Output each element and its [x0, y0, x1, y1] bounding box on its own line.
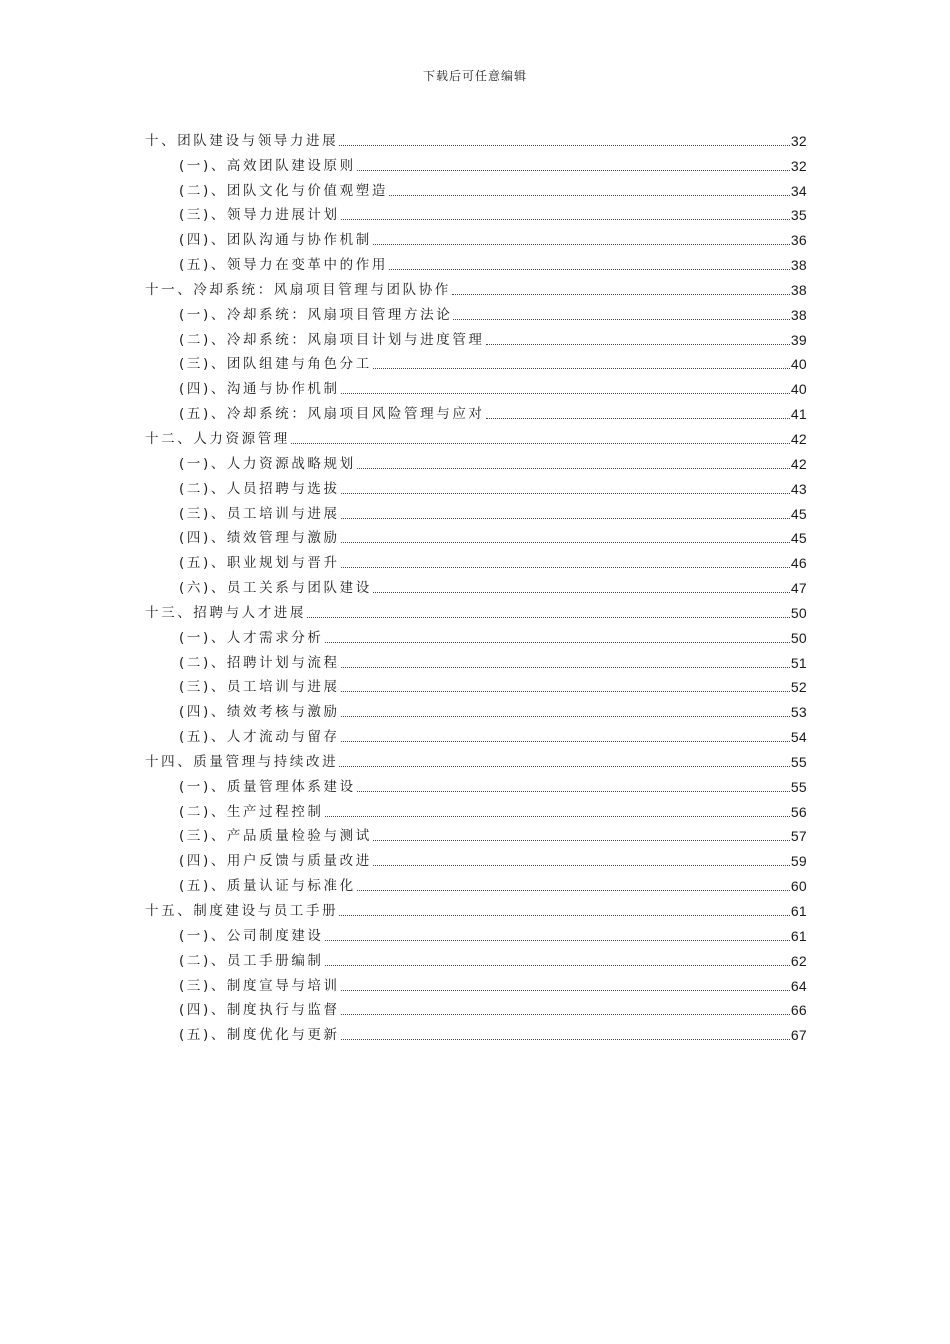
toc-entry-title: 十一、冷却系统：风扇项目管理与团队协作: [145, 281, 451, 298]
toc-entry-title: (三)、领导力进展计划: [179, 207, 340, 224]
toc-entry-title: (四)、绩效管理与激励: [179, 530, 340, 547]
toc-dot-leader: [357, 468, 790, 469]
toc-section-entry[interactable]: [145, 946, 807, 971]
toc-dot-leader: [341, 990, 790, 991]
toc-entry-title: (四)、制度执行与监督: [179, 1002, 340, 1019]
toc-entry-title: (四)、团队沟通与协作机制: [179, 232, 372, 249]
toc-section-entry[interactable]: [145, 846, 807, 871]
toc-dot-leader: [486, 418, 790, 419]
toc-page-number: 67: [790, 1027, 807, 1044]
toc-entry-title: (五)、职业规划与晋升: [179, 555, 340, 572]
toc-page-number: 54: [790, 729, 807, 746]
toc-entry-title: 十二、人力资源管理: [145, 430, 290, 447]
toc-entry-title: (五)、冷却系统：风扇项目风险管理与应对: [179, 406, 485, 423]
toc-entry-title: 十四、质量管理与持续改进: [145, 753, 339, 770]
toc-dot-leader: [373, 368, 790, 369]
toc-page-number: 56: [790, 803, 807, 820]
toc-entry-title: (五)、制度优化与更新: [179, 1027, 340, 1044]
toc-page-number: 55: [790, 778, 807, 795]
toc-page-number: 57: [790, 828, 807, 845]
toc-entry-title: (四)、用户反馈与质量改进: [179, 853, 372, 870]
toc-dot-leader: [341, 667, 790, 668]
toc-page-number: 50: [790, 604, 807, 621]
toc-section-entry[interactable]: [145, 201, 807, 226]
toc-page-number: 61: [790, 903, 807, 919]
toc-chapter-entry[interactable]: [145, 275, 807, 300]
toc-page-number: 38: [790, 306, 807, 323]
toc-section-entry[interactable]: [145, 474, 807, 499]
toc-entry-title: (三)、团队组建与角色分工: [179, 356, 372, 373]
toc-page-number: 42: [790, 430, 807, 447]
toc-dot-leader: [373, 840, 790, 841]
toc-page-number: 64: [790, 977, 807, 994]
toc-entry-title: 十五、制度建设与员工手册: [145, 903, 339, 919]
toc-section-entry[interactable]: [145, 449, 807, 474]
toc-section-entry[interactable]: [145, 250, 807, 275]
toc-entry-title: (二)、冷却系统：风扇项目计划与进度管理: [179, 331, 485, 348]
toc-section-entry[interactable]: [145, 971, 807, 996]
toc-section-entry[interactable]: [145, 176, 807, 201]
toc-dot-leader: [341, 393, 790, 394]
toc-page-number: 34: [790, 182, 807, 199]
toc-section-entry[interactable]: [145, 772, 807, 797]
toc-chapter-entry[interactable]: [145, 747, 807, 772]
toc-page-number: 59: [790, 853, 807, 870]
toc-entry-title: (一)、冷却系统：风扇项目管理方法论: [179, 306, 453, 323]
toc-page-number: 66: [790, 1002, 807, 1019]
table-of-contents: [145, 126, 807, 1045]
toc-section-entry[interactable]: [145, 697, 807, 722]
toc-dot-leader: [339, 915, 790, 916]
toc-dot-leader: [341, 691, 790, 692]
toc-section-entry[interactable]: [145, 399, 807, 424]
toc-section-entry[interactable]: [145, 648, 807, 673]
toc-entry-title: (三)、员工培训与进展: [179, 505, 340, 522]
toc-section-entry[interactable]: [145, 797, 807, 822]
toc-dot-leader: [357, 890, 790, 891]
toc-section-entry[interactable]: [145, 623, 807, 648]
toc-entry-title: (三)、员工培训与进展: [179, 679, 340, 696]
toc-dot-leader: [339, 145, 790, 146]
toc-section-entry[interactable]: [145, 499, 807, 524]
toc-dot-leader: [389, 269, 790, 270]
toc-page-number: 51: [790, 654, 807, 671]
toc-dot-leader: [452, 294, 790, 295]
toc-dot-leader: [341, 1014, 790, 1015]
toc-dot-leader: [341, 493, 790, 494]
toc-dot-leader: [373, 592, 790, 593]
toc-page-number: 60: [790, 878, 807, 895]
toc-entry-title: (一)、人才需求分析: [179, 629, 324, 646]
toc-dot-leader: [325, 642, 790, 643]
toc-entry-title: (六)、员工关系与团队建设: [179, 580, 372, 597]
toc-dot-leader: [307, 617, 790, 618]
toc-section-entry[interactable]: [145, 822, 807, 847]
toc-page-number: 45: [790, 530, 807, 547]
toc-entry-title: (二)、招聘计划与流程: [179, 654, 340, 671]
toc-entry-title: (一)、公司制度建设: [179, 927, 324, 944]
toc-dot-leader: [325, 816, 790, 817]
toc-page-number: 40: [790, 356, 807, 373]
toc-page-number: 38: [790, 281, 807, 298]
toc-entry-title: (三)、制度宣导与培训: [179, 977, 340, 994]
toc-page-number: 61: [790, 927, 807, 944]
toc-page-number: 32: [790, 157, 807, 174]
toc-dot-leader: [325, 965, 790, 966]
toc-dot-leader: [339, 766, 790, 767]
toc-chapter-entry[interactable]: [145, 424, 807, 449]
toc-section-entry[interactable]: [145, 325, 807, 350]
toc-dot-leader: [389, 195, 790, 196]
toc-entry-title: (五)、领导力在变革中的作用: [179, 257, 388, 274]
toc-dot-leader: [373, 244, 790, 245]
toc-dot-leader: [325, 940, 790, 941]
toc-section-entry[interactable]: [145, 573, 807, 598]
toc-dot-leader: [341, 518, 790, 519]
page-header: 下载后可任意编辑: [422, 69, 527, 83]
toc-entry-title: 十三、招聘与人才进展: [145, 604, 306, 621]
toc-section-entry[interactable]: [145, 871, 807, 896]
toc-entry-title: (一)、高效团队建设原则: [179, 157, 356, 174]
toc-section-entry[interactable]: [145, 374, 807, 399]
toc-entry-title: (二)、团队文化与价值观塑造: [179, 182, 388, 199]
toc-dot-leader: [341, 741, 790, 742]
toc-page-number: 42: [790, 455, 807, 472]
toc-dot-leader: [291, 443, 790, 444]
toc-section-entry[interactable]: [145, 300, 807, 325]
toc-page-number: 55: [790, 753, 807, 770]
toc-entry-title: (二)、生产过程控制: [179, 803, 324, 820]
toc-page-number: 38: [790, 257, 807, 274]
toc-entry-title: (三)、产品质量检验与测试: [179, 828, 372, 845]
toc-entry-title: (五)、质量认证与标准化: [179, 878, 356, 895]
toc-page-number: 41: [790, 406, 807, 423]
toc-entry-title: (四)、沟通与协作机制: [179, 381, 340, 398]
toc-section-entry[interactable]: [145, 1020, 807, 1045]
toc-chapter-entry[interactable]: [145, 896, 807, 921]
toc-section-entry[interactable]: [145, 524, 807, 549]
toc-section-entry[interactable]: [145, 673, 807, 698]
toc-page-number: 39: [790, 331, 807, 348]
toc-dot-leader: [341, 716, 790, 717]
toc-page-number: 45: [790, 505, 807, 522]
toc-dot-leader: [357, 170, 790, 171]
toc-dot-leader: [373, 865, 790, 866]
toc-section-entry[interactable]: [145, 151, 807, 176]
toc-page-number: 36: [790, 232, 807, 249]
toc-entry-title: (四)、绩效考核与激励: [179, 704, 340, 721]
toc-dot-leader: [341, 567, 790, 568]
toc-entry-title: 十、团队建设与领导力进展: [145, 132, 339, 149]
toc-dot-leader: [341, 219, 790, 220]
toc-dot-leader: [341, 542, 790, 543]
toc-section-entry[interactable]: [145, 996, 807, 1021]
toc-chapter-entry[interactable]: [145, 126, 807, 151]
toc-page-number: 40: [790, 381, 807, 398]
toc-section-entry[interactable]: [145, 225, 807, 250]
toc-page-number: 53: [790, 704, 807, 721]
toc-page-number: 46: [790, 555, 807, 572]
toc-chapter-entry[interactable]: [145, 598, 807, 623]
toc-section-entry[interactable]: [145, 921, 807, 946]
toc-entry-title: (二)、人员招聘与选拔: [179, 480, 340, 497]
toc-entry-title: (一)、质量管理体系建设: [179, 778, 356, 795]
toc-dot-leader: [341, 1039, 790, 1040]
toc-section-entry[interactable]: [145, 548, 807, 573]
toc-entry-title: (五)、人才流动与留存: [179, 729, 340, 746]
toc-page-number: 47: [790, 580, 807, 597]
toc-section-entry[interactable]: [145, 722, 807, 747]
toc-page-number: 43: [790, 480, 807, 497]
toc-page-number: 62: [790, 952, 807, 969]
toc-section-entry[interactable]: [145, 350, 807, 375]
toc-entry-title: (一)、人力资源战略规划: [179, 455, 356, 472]
toc-page-number: 50: [790, 629, 807, 646]
toc-entry-title: (二)、员工手册编制: [179, 952, 324, 969]
toc-page-number: 52: [790, 679, 807, 696]
toc-page-number: 35: [790, 207, 807, 224]
toc-page-number: 32: [790, 132, 807, 149]
toc-dot-leader: [357, 791, 790, 792]
toc-dot-leader: [453, 319, 789, 320]
toc-dot-leader: [486, 344, 790, 345]
